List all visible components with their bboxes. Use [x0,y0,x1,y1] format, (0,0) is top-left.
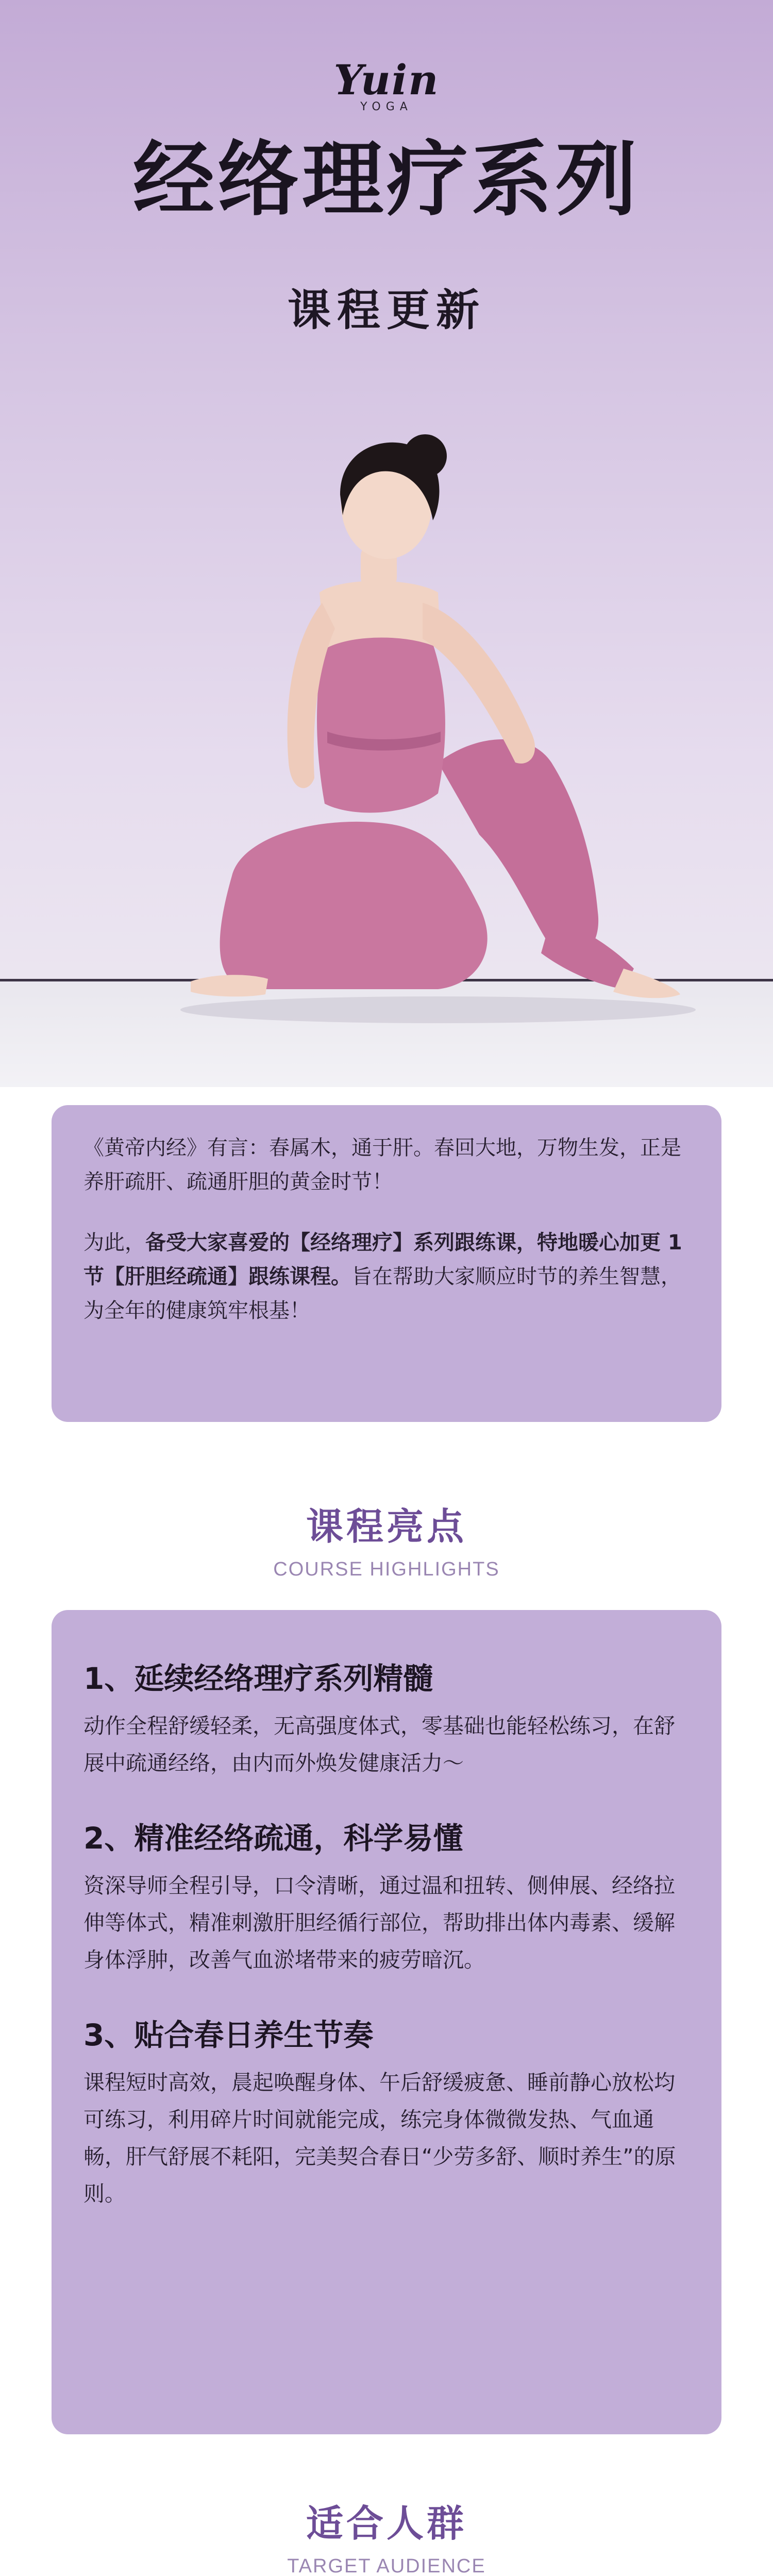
intro-p2-tail: 旨在帮助大家顺应时节的养生智慧，为全年的健康筑牢根基！ [83,1265,681,1323]
highlights-title: 课程亮点 [306,1505,467,1548]
brand-logo: Yuin [333,56,440,104]
highlights-subtitle: COURSE HIGHLIGHTS [273,1558,500,1580]
highlights-panel [52,1610,721,2434]
brand-logo-sub: YOGA [360,100,413,113]
highlight-item [83,2015,690,2212]
highlight-body: 课程短时高效，晨起唤醒身体、午后舒缓疲惫、睡前静心放松均可练习，利用碎片时间就能完成，练完身体微微发热、气血通畅，肝气舒展不耗阳，完美契合春日“少劳多舒、顺时养生”的原则。 [83,2070,676,2206]
highlight-heading: 2、精准经络疏通，科学易懂 [83,1821,463,1856]
hero-title: 经络理疗系列 [133,132,640,227]
highlight-body: 动作全程舒缓轻柔，无高强度体式，零基础也能轻松练习，在舒展中疏通经络，由内而外焕发健康活力～ [83,1714,675,1775]
hero-subtitle: 课程更新 [287,285,485,335]
highlight-body: 资深导师全程引导，口令清晰，通过温和扭转、侧伸展、经络拉伸等体式，精准刺激肝胆经循行部位，帮助排出体内毒素、缓解身体浮肿，改善气血淤堵带来的疲劳暗沉。 [83,1873,675,1972]
yoga-figure-photo [170,371,711,1061]
intro-p2-emphasis: 备受大家喜爱的【经络理疗】系列跟练课，特地暖心加更 1 节【肝胆经疏通】跟练课程。 [83,1231,682,1289]
intro-p2-lead: 为此， [83,1231,145,1255]
hero-banner [0,0,773,1087]
audience-title: 适合人群 [306,2502,467,2545]
intro-paragraph-1: 《黄帝内经》有言：春属木，通于肝。春回大地，万物生发，正是养肝疏肝、疏通肝胆的黄金时节！ [83,1136,681,1194]
highlight-heading: 3、贴合春日养生节奏 [83,2018,374,2053]
highlight-item [83,1819,690,1978]
highlight-heading: 1、延续经络理疗系列精髓 [83,1661,433,1696]
highlight-item [83,1659,690,1782]
intro-panel [52,1105,721,1422]
audience-subtitle: TARGET AUDIENCE [287,2555,486,2576]
intro-paragraph-2 [83,1226,690,1328]
